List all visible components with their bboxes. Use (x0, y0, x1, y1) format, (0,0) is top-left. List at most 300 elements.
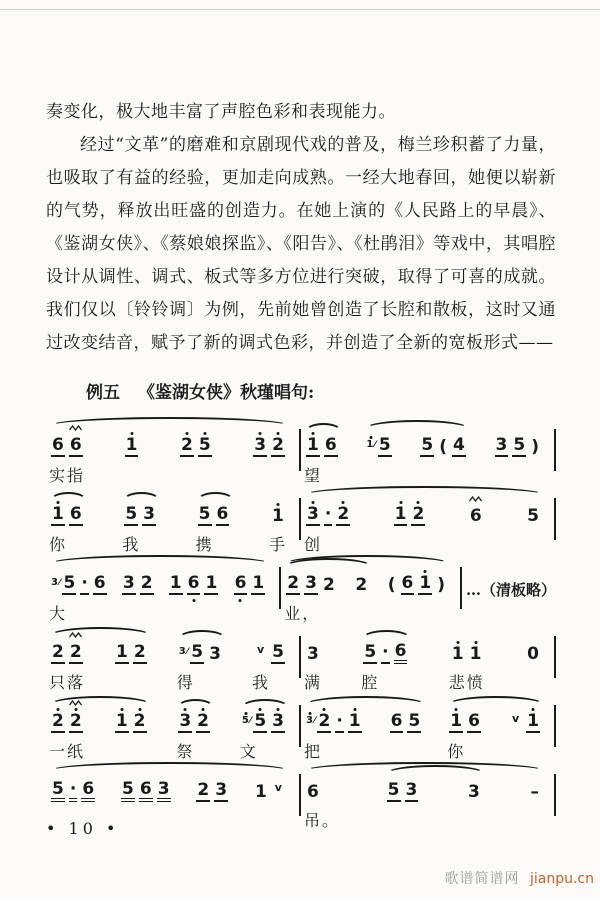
note (241, 716, 251, 727)
note (69, 713, 83, 733)
note-group (385, 778, 421, 828)
note (133, 644, 147, 664)
note-group (49, 571, 109, 621)
note-digit: 2 (318, 711, 331, 731)
note (51, 437, 65, 457)
note-group (119, 778, 173, 828)
grace-slash: ⁄ (374, 440, 376, 450)
note (438, 439, 448, 457)
note-digit: 6 (187, 573, 200, 593)
note-group (304, 778, 340, 828)
note-digit: 2 (52, 642, 64, 662)
note-group (524, 502, 542, 552)
note-digit: 5 (51, 781, 65, 802)
note-digit: 6 (216, 504, 229, 524)
notes-row (304, 709, 364, 733)
note-digit: · (382, 642, 389, 662)
note (451, 646, 465, 664)
note-digit: 1 (252, 573, 265, 593)
note-digit: 5 (408, 711, 421, 731)
note (526, 713, 540, 733)
note-digit: 1 (125, 435, 138, 455)
lyric: 你 (447, 742, 466, 761)
note (253, 713, 267, 733)
example-heading (86, 378, 556, 403)
slur-arc (305, 762, 544, 779)
note (187, 575, 201, 595)
note (305, 716, 315, 727)
note-group (364, 433, 393, 483)
notes-row (364, 433, 393, 457)
measure (281, 557, 460, 621)
measure (301, 695, 554, 759)
example-title: 《鉴湖女侠》秋瑾唱句: (138, 383, 315, 403)
notes-row (304, 433, 340, 457)
note-group (194, 778, 230, 828)
note-group (240, 709, 287, 759)
grace-slash: ⁄ (58, 578, 61, 588)
lyric: 腔 (361, 673, 380, 692)
note-digit: v (256, 643, 265, 656)
notes-row (113, 640, 149, 664)
note-digit: 6 (93, 573, 106, 593)
mordent-icon (69, 425, 82, 431)
notes-row (388, 709, 424, 733)
note (401, 575, 415, 595)
note-digit: 3 (51, 577, 58, 588)
barline (554, 636, 556, 678)
notes-row (49, 640, 85, 664)
note-digit: 6 (307, 782, 319, 802)
note-digit: 1 (205, 573, 218, 593)
note (335, 713, 343, 733)
note (198, 437, 212, 457)
score-line (46, 764, 556, 828)
note-group (113, 709, 149, 759)
note (348, 713, 362, 733)
mordent-icon (469, 496, 482, 502)
watermark-site-name: 歌谱简谱网 (444, 871, 520, 887)
score-line (46, 695, 556, 759)
note (469, 646, 483, 664)
note-digit: 3 (307, 504, 319, 524)
note (378, 437, 392, 457)
lyric: 只落 (49, 673, 86, 692)
note (286, 575, 300, 595)
notes-row (119, 778, 173, 802)
paragraph: 奏变化，极大地丰富了声腔色彩和表现能力。 (46, 102, 396, 122)
note (271, 713, 285, 733)
note (196, 782, 210, 802)
note-group (49, 640, 85, 690)
paragraph: 经过“文革”的磨难和京剧现代戏的普及，梅兰珍积蓄了力量，也吸取了有益的经验，更加走向成熟。一经大地春回，她便以崭新的气势，释放出旺盛的创造力。在她上演的《人民路上的早晨》、《鉴湖女侠》、《蔡娘娘探监》、《阳告》、《杜鹃泪》等戏中，其唱腔设计从调性、调式、板式等多方位进行突破，取得了可喜的成就。我们仅以〔铃铃调〕为例，先前她曾创造了长腔和散板，这时又通过改变结音，赋予了新的调式色彩，并创造了全新的宽板形式—— (46, 135, 556, 353)
note-digit: 5 (198, 435, 211, 455)
note-digit: ( (387, 575, 396, 595)
note (190, 644, 204, 664)
note-group (251, 433, 287, 483)
note (365, 440, 375, 451)
notes-row (251, 433, 287, 457)
note-digit: 5 (241, 715, 249, 726)
note-group (352, 571, 370, 621)
note-digit: 5 (387, 780, 400, 800)
score-line (46, 626, 556, 690)
note (178, 713, 192, 733)
note-digit: 3 (467, 782, 480, 802)
note-digit: 2 (287, 573, 300, 593)
note-digit: 5 (191, 642, 204, 662)
note-digit: 5 (421, 435, 434, 455)
notes-row (252, 640, 287, 664)
notes-row (49, 571, 109, 595)
note-group (49, 709, 85, 759)
lyric: 携 (195, 535, 214, 554)
note (253, 437, 267, 457)
note-digit: 2 (197, 780, 210, 800)
note-digit: 2 (140, 573, 153, 593)
barline (554, 774, 556, 816)
note (394, 506, 408, 526)
notes-row (194, 778, 230, 802)
measure (301, 419, 554, 483)
note (467, 713, 481, 733)
note (140, 575, 154, 595)
note (139, 781, 153, 802)
notes-row (304, 640, 322, 664)
note-digit: 1 (348, 711, 361, 731)
notes-row (177, 640, 224, 664)
mordent-glyph (69, 700, 82, 706)
measure (301, 488, 554, 552)
note-digit: 2 (69, 642, 82, 662)
note-digit: 3 (306, 715, 313, 726)
note (93, 575, 107, 595)
note-digit: 3 (143, 504, 156, 524)
note-group (385, 571, 448, 621)
notes-row (449, 640, 485, 664)
note (50, 578, 60, 589)
example-label: 例五 (86, 383, 120, 403)
note-group (418, 433, 467, 483)
note-digit: – (530, 782, 539, 802)
mordent-glyph (69, 632, 82, 638)
note (51, 644, 65, 664)
lyric: 创 (304, 535, 323, 554)
notes-row (467, 502, 485, 526)
note (115, 644, 129, 664)
note-digit: 2 (412, 504, 425, 524)
note-digit: 1 (394, 504, 407, 524)
notes-row (232, 571, 268, 595)
note (51, 506, 65, 526)
lyric: 一纸 (49, 742, 86, 761)
notes-row (123, 433, 141, 457)
note-digit: 6 (390, 711, 403, 731)
note-group (177, 640, 224, 690)
note (271, 508, 285, 526)
note-digit: 5 (364, 642, 377, 662)
note-digit: 1 (307, 435, 319, 455)
notes-row (49, 502, 85, 526)
note (387, 782, 401, 802)
note (254, 784, 268, 802)
note (306, 437, 320, 457)
note (69, 781, 77, 802)
note-digit: 5 (272, 642, 284, 662)
note-group (449, 640, 485, 690)
note (122, 575, 136, 595)
note-digit: 3 (305, 573, 317, 593)
note-group (232, 571, 268, 621)
note (420, 437, 434, 457)
note-digit: 3 (157, 781, 171, 802)
note (124, 506, 138, 526)
note-digit: 5 (378, 435, 391, 455)
barline (554, 498, 556, 540)
notes-row (49, 709, 85, 733)
note-digit: 5 (198, 504, 211, 524)
note (512, 437, 526, 457)
note-group (465, 778, 483, 828)
note (133, 713, 147, 733)
note (271, 644, 285, 664)
note (69, 506, 83, 526)
notes-row (465, 778, 483, 802)
measure (301, 626, 554, 690)
note-digit: 6 (69, 435, 82, 455)
note (51, 713, 65, 733)
note-digit: 2 (181, 435, 193, 455)
grace-slash: ⁄ (313, 716, 316, 726)
note (387, 577, 397, 595)
note-digit: 2 (272, 435, 284, 455)
watermark-site-url: jianpu.cn (529, 871, 594, 887)
note-digit: · (81, 573, 88, 593)
notes-row (524, 640, 542, 664)
note-digit: 3 (122, 573, 135, 593)
note-group (361, 640, 409, 690)
notes-row (493, 433, 542, 457)
note-digit: v (274, 781, 282, 794)
note-group (527, 778, 542, 828)
mordent-glyph (469, 496, 482, 502)
note (121, 781, 135, 802)
note (495, 437, 509, 457)
note (306, 784, 320, 802)
note-digit: 6 (52, 435, 64, 455)
note-group (252, 778, 287, 828)
note-digit: 1 (419, 573, 432, 593)
score-line (46, 419, 556, 483)
note-digit: 2 (197, 711, 210, 731)
note-digit: 6 (394, 643, 408, 664)
note (354, 577, 368, 595)
note (234, 575, 248, 595)
note (449, 713, 463, 733)
notes-row (120, 571, 156, 595)
note-digit: 2 (337, 504, 350, 524)
notes-row (240, 709, 287, 733)
note-digit: 5 (254, 711, 267, 731)
grace-slash: ⁄ (186, 647, 189, 657)
note (390, 713, 404, 733)
note-group (49, 433, 85, 483)
notes-row (447, 709, 483, 733)
note-group (467, 502, 485, 552)
note-digit: 6 (469, 506, 482, 526)
notes-row (352, 571, 370, 595)
note-digit: 4 (452, 435, 465, 455)
note (216, 506, 230, 526)
note-digit: 5 (125, 504, 138, 524)
note-group (120, 571, 156, 621)
note-digit: 1 (366, 439, 374, 450)
note (324, 437, 338, 457)
note-group (493, 433, 542, 483)
barline (554, 705, 556, 747)
footer-page-number: • 10 • (46, 819, 120, 838)
note-digit: ) (437, 575, 445, 595)
note-digit: 5 (63, 573, 76, 593)
note-group (304, 709, 364, 759)
note-digit: 3 (179, 711, 192, 731)
note-digit: · (324, 504, 332, 524)
slur-arc (50, 555, 270, 572)
note (204, 575, 218, 595)
note-group (113, 640, 149, 690)
note (196, 713, 210, 733)
note-group (304, 640, 322, 690)
note-digit: 2 (69, 711, 82, 731)
note-digit: 3 (272, 711, 284, 731)
note (81, 781, 95, 802)
breath-mark (274, 782, 283, 794)
mordent-icon (69, 700, 82, 706)
notes-row (122, 502, 158, 526)
note (469, 508, 483, 526)
slur-arc (50, 417, 289, 434)
note-digit: 5 (527, 506, 539, 526)
note-digit: 6 (324, 435, 337, 455)
note-digit: 3 (178, 646, 186, 657)
slur-arc (305, 486, 544, 503)
notes-row (524, 502, 542, 526)
lyric: 望 (304, 466, 323, 485)
note (407, 713, 421, 733)
scan-artifact-line (0, 9, 600, 10)
note-group (507, 709, 542, 759)
lyric: 悲愤 (448, 673, 485, 692)
measure-tail: …（清板略） (465, 581, 556, 599)
note-digit: 3 (495, 435, 508, 455)
notes-row (49, 778, 97, 802)
notes-row (284, 571, 338, 595)
note (271, 437, 285, 457)
note-digit: 1 (450, 711, 463, 731)
notes-row (507, 709, 542, 733)
note-group (123, 433, 141, 483)
note (169, 575, 183, 595)
measure (46, 488, 299, 552)
notes-row (385, 571, 448, 595)
note (180, 437, 194, 457)
note (80, 575, 88, 595)
breath-mark (256, 644, 265, 656)
lyric: 我 (122, 535, 141, 554)
notes-row (304, 778, 322, 802)
lyric: 大 (49, 604, 68, 623)
notes-row (418, 433, 467, 457)
lyric: 吊。 (304, 811, 341, 830)
note (306, 506, 320, 526)
notes-row (196, 502, 232, 526)
note-digit: 1 (52, 504, 64, 524)
note (62, 575, 76, 595)
mordent-icon (69, 632, 82, 638)
note (530, 439, 540, 457)
note-group (178, 433, 214, 483)
note-digit: 2 (322, 575, 335, 595)
grace-slash: ⁄ (249, 716, 252, 726)
note-digit: 3 (254, 435, 267, 455)
note (363, 644, 377, 664)
measure (46, 419, 299, 483)
note-group (196, 502, 232, 552)
note-digit: 1 (469, 644, 482, 664)
note (317, 713, 331, 733)
notes-row (527, 778, 542, 802)
lyric: 得 (176, 673, 195, 692)
note (324, 506, 332, 526)
note-digit: 1 (451, 644, 464, 664)
note (69, 437, 83, 457)
note-digit: 3 (209, 644, 221, 664)
note-digit: ( (439, 437, 447, 457)
note (178, 647, 188, 658)
measure (46, 695, 299, 759)
notes-row (252, 778, 287, 802)
lyric: 业， (284, 604, 321, 623)
note-digit: 6 (139, 781, 153, 802)
note-digit: 6 (401, 573, 414, 593)
note-group (304, 433, 340, 483)
note-group (524, 640, 542, 690)
note (306, 646, 320, 664)
note (394, 643, 408, 664)
note (381, 644, 389, 664)
note (526, 508, 540, 526)
note-digit: 2 (133, 711, 146, 731)
note (251, 575, 265, 595)
note (467, 784, 481, 802)
note-digit: 2 (355, 575, 368, 595)
note-digit: 3 (307, 644, 319, 664)
note-digit: 2 (133, 642, 146, 662)
note-digit: 1 (169, 573, 182, 593)
note (69, 644, 83, 664)
note (452, 437, 466, 457)
note (198, 506, 212, 526)
note-digit: 1 (254, 782, 267, 802)
note-group (176, 709, 212, 759)
lyric: 实指 (49, 466, 86, 485)
note-digit: 6 (468, 711, 480, 731)
note (405, 782, 419, 802)
notes-row (176, 709, 212, 733)
barline (554, 429, 556, 471)
measure (46, 626, 299, 690)
note-group (269, 502, 287, 552)
